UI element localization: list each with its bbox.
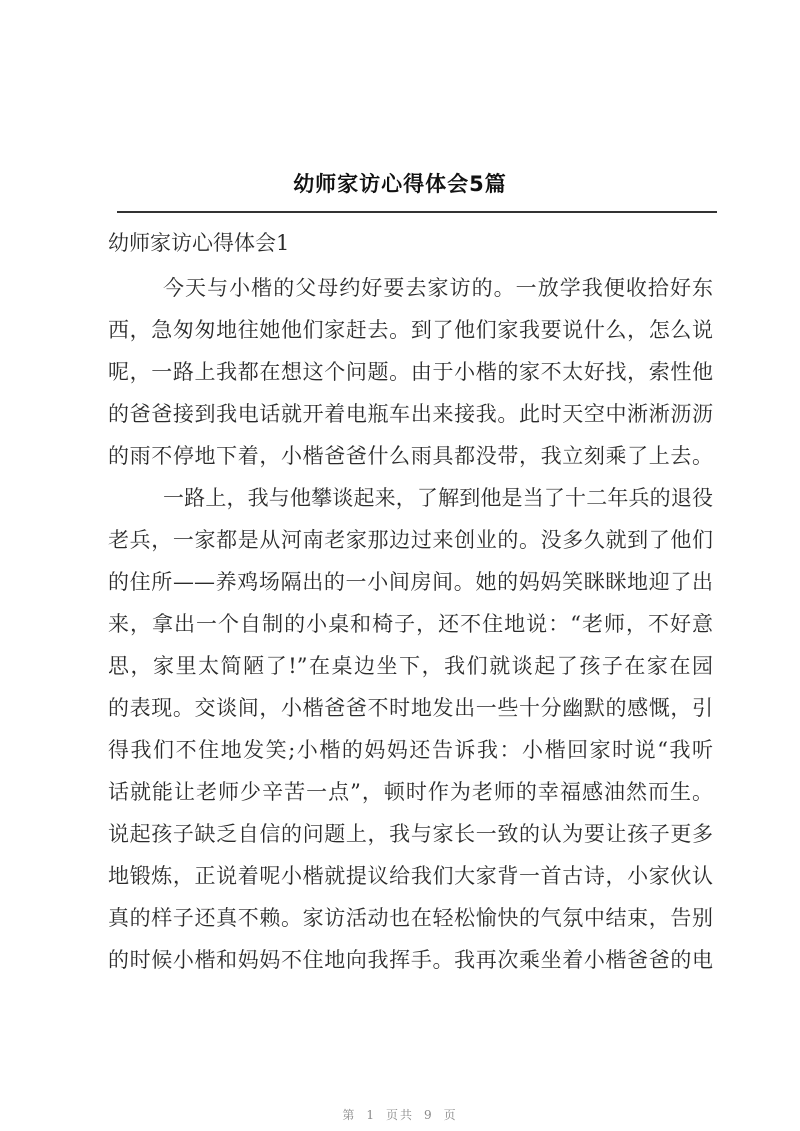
- text-line: 今天与小楷的父母约好要去家访的。一放学我便收拾好东: [163, 276, 713, 300]
- total-pages: 9: [424, 1108, 434, 1122]
- current-page-number: 1: [366, 1108, 376, 1122]
- text-line: 思，家里太简陋了!”在桌边坐下，我们就谈起了孩子在家在园: [108, 654, 713, 678]
- text-line: 的爸爸接到我电话就开着电瓶车出来接我。此时天空中淅淅沥沥: [108, 402, 713, 426]
- text-line: 来，拿出一个自制的小桌和椅子，还不住地说：“老师，不好意: [108, 612, 713, 636]
- page-footer: [0, 1106, 800, 1123]
- text-line: 真的样子还真不赖。家访活动也在轻松愉快的气氛中结束，告别: [108, 906, 713, 930]
- text-line: 的雨不停地下着，小楷爸爸什么雨具都没带，我立刻乘了上去。: [108, 444, 713, 468]
- footer-suffix: 页: [443, 1108, 458, 1122]
- text-line: 的时候小楷和妈妈不住地向我挥手。我再次乘坐着小楷爸爸的电: [108, 948, 713, 972]
- text-line: 的表现。交谈间，小楷爸爸不时地发出一些十分幽默的感慨，引: [108, 696, 713, 720]
- text-line: 得我们不住地发笑;小楷的妈妈还告诉我：小楷回家时说“我听: [108, 738, 713, 762]
- footer-prefix: 第: [342, 1108, 357, 1122]
- footer-middle: 页共: [385, 1108, 414, 1122]
- text-line: 老兵，一家都是从河南老家那边过来创业的。没多久就到了他们: [108, 528, 713, 552]
- text-line: 说起孩子缺乏自信的问题上，我与家长一致的认为要让孩子更多: [108, 822, 713, 846]
- document-title: 幼师家访心得体会5篇: [293, 172, 507, 196]
- text-line: 地锻炼，正说着呢小楷就提议给我们大家背一首古诗，小家伙认: [108, 864, 713, 888]
- section-heading: 幼师家访心得体会1: [108, 231, 290, 255]
- text-line: 呢，一路上我都在想这个问题。由于小楷的家不太好找，索性他: [108, 360, 713, 384]
- text-line: 话就能让老师少辛苦一点”，顿时作为老师的幸福感油然而生。: [108, 780, 713, 804]
- text-line: 一路上，我与他攀谈起来，了解到他是当了十二年兵的退役: [163, 486, 713, 510]
- text-line: 西，急匆匆地往她他们家赶去。到了他们家我要说什么，怎么说: [108, 318, 713, 342]
- title-divider: [117, 211, 717, 213]
- text-line: 的住所——养鸡场隔出的一小间房间。她的妈妈笑眯眯地迎了出: [108, 570, 713, 594]
